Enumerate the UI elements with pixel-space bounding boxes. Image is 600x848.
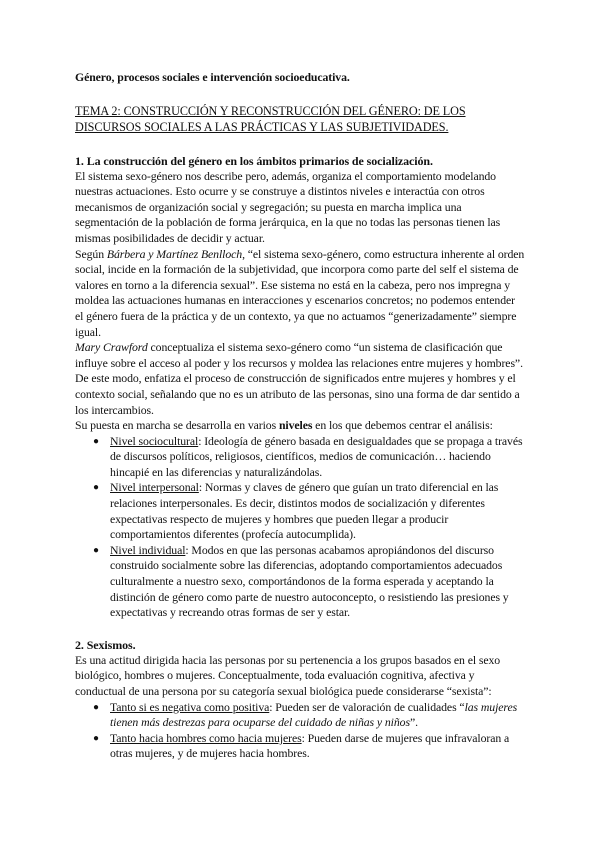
paragraph-lead: Su puesta en marcha se desarrolla en varios <box>75 418 279 433</box>
level-label: Nivel individual <box>110 542 186 557</box>
paragraph-text: en los que debemos centrar el análisis: <box>312 418 493 433</box>
item-quote: las mujeres tienen más destrezas para ocuparse del cuidado de niñas y niños <box>110 699 518 730</box>
list-item <box>110 434 525 481</box>
section-1-paragraph-2 <box>75 247 525 341</box>
author-citation: Mary Crawford <box>75 340 148 355</box>
topic-number: TEMA 2: <box>75 103 124 118</box>
section-spacer <box>75 621 525 637</box>
paragraph-text: conceptualiza el sistema sexo-género como “un sistema de clasificación que influye sobre el acceso al poder y los recursos y moldea las relaciones entre mujeres y hombres”. De este modo, enfatiza el proceso de construcción de significados entre mujeres y hombres y el contexto social, señalando que no es un atributo de las personas, sino una forma de dar sentido a los intercambios. <box>75 340 523 417</box>
list-item <box>110 480 525 542</box>
level-text: : Normas y claves de género que guían un trato diferencial en las relaciones interpersonales. Es decir, distintos modos de socialización y diferentes expectativas respecto de mujeres y hombres que pueden llegar a producir comportamientos diferentes (profecía autocumplida). <box>110 480 499 542</box>
section-1-paragraph-1: El sistema sexo-género nos describe pero, además, organiza el comportamiento modelando nuestras actuaciones. Esto ocurre y se construye a distintos niveles e interactúa con otros mecanismos de organización social y segregación; su puesta en marcha implica una segmentación de la población de forma jerárquica, en la que no todas las personas tienen las mismas posibilidades de decidir y actuar. <box>75 168 501 245</box>
topic-title-text: CONSTRUCCIÓN Y RECONSTRUCCIÓN DEL GÉNERO: DE LOS DISCURSOS SOCIALES A LAS PRÁCTICAS Y LAS SUBJETIVIDADES. <box>75 103 466 134</box>
level-text: : Ideología de género basada en desigualdades que se propaga a través de discursos políticos, religiosos, científicos, medios de comunicación… haciendo hincapié en las diferencias y naturalizándolas. <box>110 433 523 479</box>
levels-list <box>75 434 525 621</box>
section-1-paragraph-3 <box>75 340 525 418</box>
author-citation: Bárbera y Martínez Benlloch <box>106 246 243 261</box>
list-item <box>110 731 525 762</box>
level-text: : Modos en que las personas acabamos apropiándonos del discurso construido socialmente sobre las diferencias, adoptando comportamientos adecuados culturalmente a nuestro sexo, comportándonos de la forma esperada y aceptando la distinción de género como parte de nuestro autoconcepto, o resistiendo las presiones y expectativas y recreando otras formas de ser y estar. <box>110 542 509 620</box>
section-1-heading: 1. La construcción del género en los ámbitos primarios de socialización. <box>75 153 433 168</box>
paragraph-text: , “el sistema sexo-género, como estructura inherente al orden social, incide en la formación de la subjetividad, que incorpora como parte del self el sistema de valores en torno a la diferencia sexual”. Ese sistema no está en la cabeza, pero nos impregna y moldea las actuaciones humanas en interacciones y escenarios concretos; no podemos entender el género fuera de la práctica y de un contexto, ya que no actuamos “generizadamente” siempre igual. <box>75 246 525 339</box>
list-item <box>110 543 525 621</box>
level-label: Nivel sociocultural <box>110 433 199 448</box>
sexism-list <box>75 700 525 762</box>
document-page <box>75 70 525 762</box>
item-label: Tanto hacia hombres como hacia mujeres <box>110 730 302 745</box>
item-label: Tanto si es negativa como positiva <box>110 699 270 714</box>
item-text: : Pueden darse de mujeres que infravaloran a otras mujeres, y de mujeres hacia hombres. <box>110 730 510 761</box>
topic-title <box>75 103 525 135</box>
section-2-paragraph-1: Es una actitud dirigida hacia las personas por su pertenencia a los grupos basados en el sexo biológico, hombres o mujeres. Conceptualmente, toda evaluación cognitiva, afectiva y conductual de una persona por su categoría sexual biológica puede considerarse “sexista”: <box>75 652 501 698</box>
item-tail: ”. <box>409 715 418 730</box>
section-1-paragraph-4 <box>75 418 525 434</box>
document-title: Género, procesos sociales e intervención socioeducativa. <box>75 70 350 84</box>
bold-term: niveles <box>278 418 313 433</box>
list-item <box>110 700 525 731</box>
paragraph-lead: Según <box>75 246 107 261</box>
section-2-heading: 2. Sexismos. <box>75 637 136 652</box>
item-text: : Pueden ser de valoración de cualidades “ <box>269 699 465 714</box>
level-label: Nivel interpersonal <box>110 480 199 495</box>
